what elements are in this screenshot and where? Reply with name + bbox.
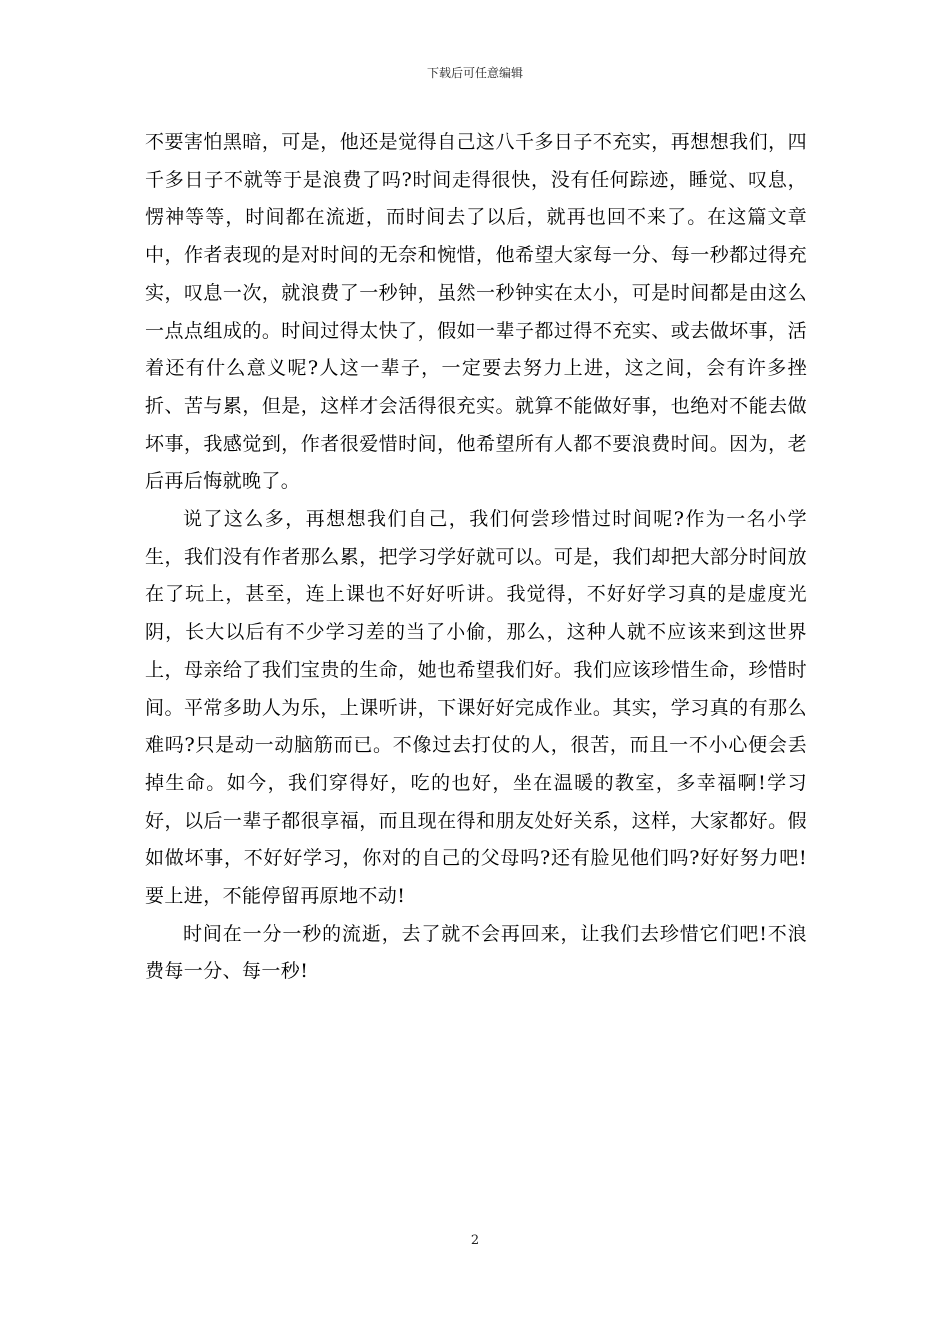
paragraph-3: 时间在一分一秒的流逝，去了就不会再回来，让我们去珍惜它们吧!不浪费每一分、每一秒! <box>145 922 807 983</box>
paragraph-2: 说了这么多，再想想我们自己，我们何尝珍惜过时间呢?作为一名小学生，我们没有作者那么累，把学习学好就可以。可是，我们却把大部分时间放在了玩上，甚至，连上课也不好好听讲。我觉得，不好好学习真的是虚度光阴，长大以后有不少学习差的当了小偷，那么，这种人就不应该来到这世界上，母亲给了我们宝贵的生命，她也希望我们好。我们应该珍惜生命，珍惜时间。平常多助人为乐，上课听讲，下课好好完成作业。其实，学习真的有那么难吗?只是动一动脑筋而已。不像过去打仗的人，很苦，而且一不小心便会丢掉生命。如今，我们穿得好，吃的也好，坐在温暖的教室，多幸福啊!学习好，以后一辈子都很享福，而且现在得和朋友处好关系，这样，大家都好。假如做坏事，不好好学习，你对的自己的父母吗?还有脸见他们吗?好好努力吧!要上进，不能停留再原地不动! <box>145 508 807 908</box>
page-number: 2 <box>470 1233 480 1248</box>
document-body <box>145 124 807 991</box>
page-header: 下载后可任意编辑 <box>426 66 523 80</box>
paragraph-1: 不要害怕黑暗，可是，他还是觉得自己这八千多日子不充实，再想想我们，四千多日子不就等于是浪费了吗?时间走得很快，没有任何踪迹，睡觉、叹息，愣神等等，时间都在流逝，而时间去了以后，就再也回不来了。在这篇文章中，作者表现的是对时间的无奈和惋惜，他希望大家每一分、每一秒都过得充实，叹息一次，就浪费了一秒钟，虽然一秒钟实在太小，可是时间都是由这么一点点组成的。时间过得太快了，假如一辈子都过得不充实、或去做坏事，活着还有什么意义呢?人这一辈子，一定要去努力上进，这之间，会有许多挫折、苦与累，但是，这样才会活得很充实。就算不能做好事，也绝对不能去做坏事，我感觉到，作者很爱惜时间，他希望所有人都不要浪费时间。因为，老后再后悔就晚了。 <box>145 131 807 493</box>
